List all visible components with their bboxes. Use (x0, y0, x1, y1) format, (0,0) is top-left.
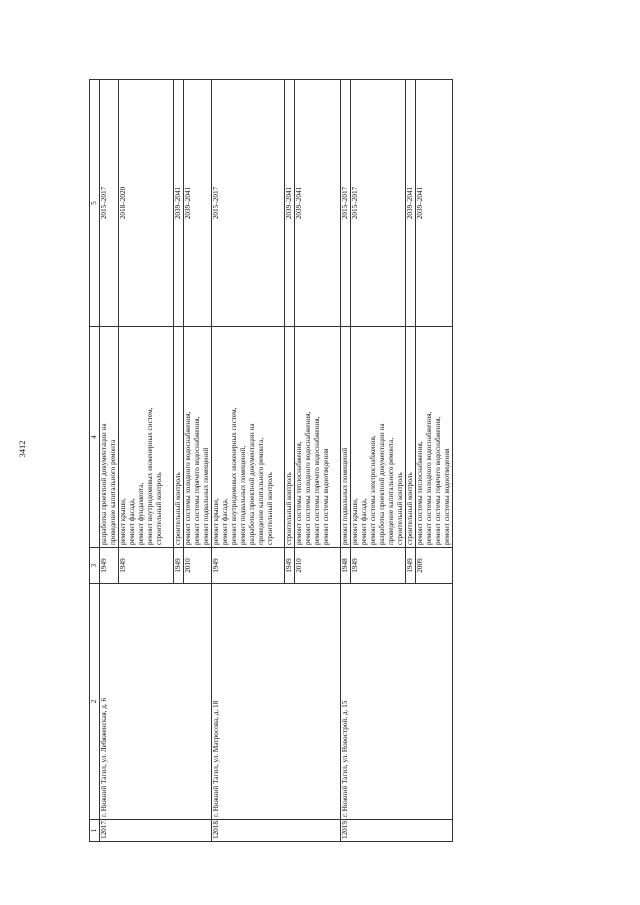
work-types (212, 327, 285, 548)
construction-year: 1949 (119, 548, 174, 584)
work-item: ремонт фасада, (360, 498, 368, 545)
construction-year: 1949 (406, 548, 416, 584)
work-types (416, 327, 453, 548)
building-address: г. Нижний Тагил, ул. Матросова, д. 18 (212, 584, 341, 820)
construction-year: 1948 (341, 548, 351, 584)
repair-period: 2039–2041 (295, 80, 341, 327)
work-item: ремонт системы холодного водоснабжения, (184, 411, 192, 545)
work-types (295, 327, 341, 548)
table-row (100, 80, 119, 842)
work-item: ремонт внутридомовых инженерных систем, (146, 407, 154, 545)
repair-period: 2015–2017 (100, 80, 119, 327)
table-header-row (90, 80, 100, 842)
column-header: 4 (90, 327, 100, 548)
table-sheet (89, 80, 519, 842)
work-item: ремонт системы горячего водоснабжения, (193, 416, 201, 545)
repair-period: 2039–2041 (285, 80, 295, 327)
construction-year: 1949 (100, 548, 119, 584)
work-item: разработка проектной документации на (100, 423, 108, 545)
repair-period: 2015–2017 (212, 80, 285, 327)
construction-year: 1949 (351, 548, 406, 584)
row-number: 12019. (341, 820, 453, 842)
cell-spacer (331, 329, 340, 545)
work-item: ремонт системы холодного водоснабжения, (304, 411, 312, 545)
work-types (174, 327, 184, 548)
construction-year: 1949 (174, 548, 184, 584)
table-row (341, 80, 351, 842)
work-types (351, 327, 406, 548)
work-item: ремонт фасада, (128, 498, 136, 545)
work-item: проведение капитального ремонта, (387, 437, 395, 545)
work-item: ремонт системы горячего водоснабжения, (313, 416, 321, 545)
table-row (212, 80, 285, 842)
repair-schedule-table (89, 79, 453, 842)
page-number: 3412 (17, 440, 27, 458)
cell-spacer (275, 329, 284, 545)
repair-period: 2015–2017 (341, 80, 351, 327)
construction-year: 1949 (285, 548, 295, 584)
column-header: 1 (90, 820, 100, 842)
work-item: ремонт фундамента, (137, 482, 145, 545)
work-types (406, 327, 416, 548)
work-item: ремонт подвальных помещений, (239, 445, 247, 545)
column-header: 5 (90, 80, 100, 327)
work-item: ремонт системы горячего водоснабжения, (434, 416, 442, 545)
work-item: разработка проектной документации на (248, 423, 256, 545)
work-types (184, 327, 212, 548)
work-item: проведение капитального ремонта (109, 439, 117, 545)
building-address: г. Нижний Тагил, ул. Новострой, д. 15 (341, 584, 453, 820)
work-item: ремонт крыши, (119, 498, 127, 545)
work-item: ремонт внутридомовых инженерных систем, (230, 407, 238, 545)
row-number: 12018. (212, 820, 341, 842)
building-address: г. Нижний Тагил, ул. Лебяженская, д. 6 (100, 584, 212, 820)
work-item: ремонт системы холодного водоснабжения, (425, 411, 433, 545)
column-header: 3 (90, 548, 100, 584)
work-item: строительный контроль (285, 472, 293, 545)
work-types (100, 327, 119, 548)
rotated-table-area (89, 80, 519, 842)
work-item: строительный контроль (406, 472, 414, 545)
work-item: ремонт подвальных помещений (202, 447, 210, 545)
table-body (100, 80, 453, 842)
repair-period: 2039–2041 (416, 80, 453, 327)
work-item: ремонт фасада, (221, 498, 229, 545)
work-item: строительный контроль (174, 472, 182, 545)
work-item: ремонт крыши, (212, 498, 220, 545)
work-types (119, 327, 174, 548)
work-item: ремонт системы теплоснабжения, (295, 441, 303, 545)
repair-period: 2015–2017 (351, 80, 406, 327)
repair-period: 2039–2041 (406, 80, 416, 327)
work-item: строительный контроль (396, 472, 404, 545)
work-item: строительный контроль (266, 472, 274, 545)
work-item: ремонт системы водоотведения (443, 448, 451, 545)
repair-period: 2039–2041 (174, 80, 184, 327)
work-types (285, 327, 295, 548)
cell-spacer (164, 329, 173, 545)
work-item: ремонт системы теплоснабжения, (416, 441, 424, 545)
work-item: ремонт системы электроснабжения, (369, 435, 377, 545)
repair-period: 2039–2041 (184, 80, 212, 327)
work-item: строительный контроль (155, 472, 163, 545)
construction-year: 2009 (416, 548, 453, 584)
construction-year: 1949 (212, 548, 285, 584)
construction-year: 2010 (295, 548, 341, 584)
column-header: 2 (90, 584, 100, 820)
work-item: ремонт системы водоотведения (322, 448, 330, 545)
row-number: 12017. (100, 820, 212, 842)
repair-period: 2018–2020 (119, 80, 174, 327)
work-item: ремонт подвальных помещений (341, 447, 349, 545)
construction-year: 2010 (184, 548, 212, 584)
work-types (341, 327, 351, 548)
work-item: разработка проектной документации на (378, 423, 386, 545)
work-item: проведение капитального ремонта, (257, 437, 265, 545)
work-item: ремонт крыши, (351, 498, 359, 545)
